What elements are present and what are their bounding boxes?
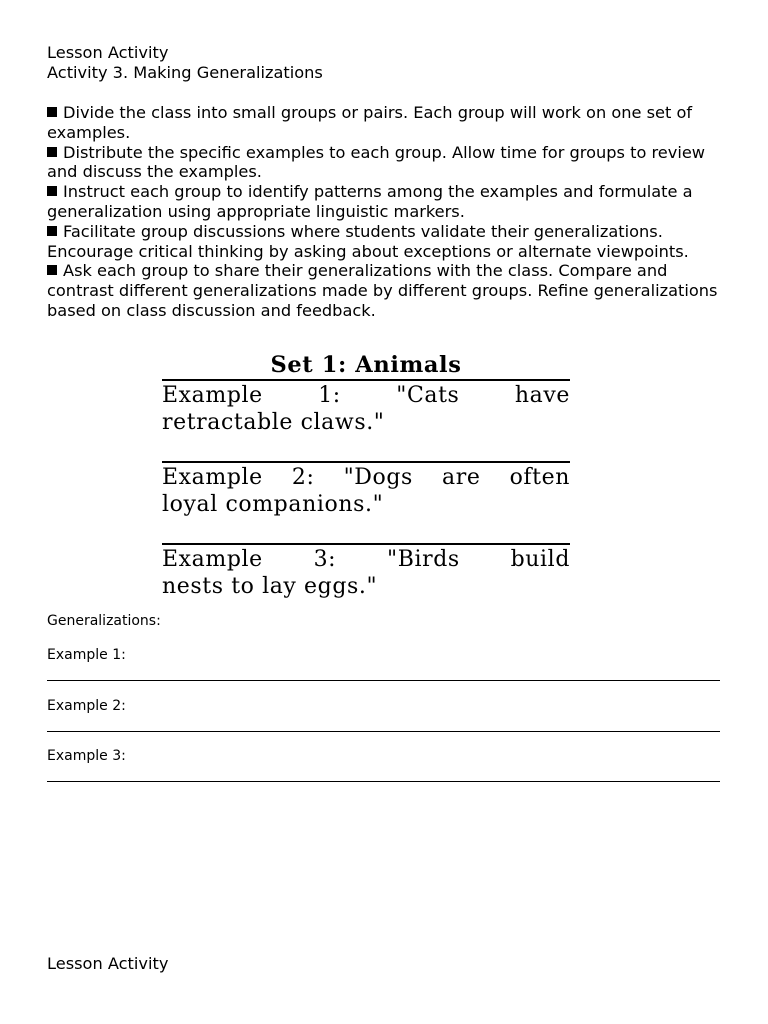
answer-label-3: Example 3: xyxy=(47,748,126,764)
set-example-3 xyxy=(162,545,570,606)
example-text-line: nests to lay eggs." xyxy=(162,574,378,599)
answer-label-2: Example 2: xyxy=(47,698,126,714)
set-example-1 xyxy=(162,381,570,461)
page-title: Lesson Activity xyxy=(47,43,169,62)
square-bullet-icon xyxy=(47,186,57,196)
answer-line-2[interactable] xyxy=(47,731,720,732)
activity-title: Activity 3. Making Generalizations xyxy=(47,63,323,82)
example-set-box xyxy=(162,350,570,606)
set-example-2 xyxy=(162,463,570,543)
square-bullet-icon xyxy=(47,226,57,236)
example-text-line: loyal companions." xyxy=(162,492,384,517)
square-bullet-icon xyxy=(47,147,57,157)
instruction-item xyxy=(47,261,737,320)
example-text-line: Example 2: "Dogs are often xyxy=(162,465,570,490)
instruction-text: Instruct each group to identify patterns among the examples and formulate a generalization using appropriate linguistic markers. xyxy=(47,182,693,221)
instruction-item xyxy=(47,222,737,262)
example-text-line: Example 3: "Birds build xyxy=(162,547,570,572)
answer-line-1[interactable] xyxy=(47,680,720,681)
instruction-text: Distribute the specific examples to each group. Allow time for groups to review and discuss the examples. xyxy=(47,142,706,182)
example-text-line: retractable claws." xyxy=(162,410,385,435)
instruction-item xyxy=(47,103,737,143)
instruction-text: Facilitate group discussions where students validate their generalizations. Encourage critical thinking by asking about exceptions or alternate viewpoints. xyxy=(47,221,689,261)
answer-line-3[interactable] xyxy=(47,781,720,782)
instruction-item xyxy=(47,143,737,183)
answer-label-1: Example 1: xyxy=(47,647,126,663)
example-text-line: Example 1: "Cats have xyxy=(162,383,570,408)
instruction-text: Ask each group to share their generalizations with the class. Compare and contrast different generalizations made by different groups. Refine generalizations based on class discussion and feedback. xyxy=(47,261,718,320)
page-footer: Lesson Activity xyxy=(47,954,169,973)
instruction-list xyxy=(47,103,737,321)
set-title: Set 1: Animals xyxy=(270,352,462,378)
instruction-text: Divide the class into small groups or pairs. Each group will work on one set of examples. xyxy=(47,103,693,142)
instruction-item xyxy=(47,182,737,222)
generalizations-label: Generalizations: xyxy=(47,613,161,629)
square-bullet-icon xyxy=(47,265,57,275)
square-bullet-icon xyxy=(47,107,57,117)
